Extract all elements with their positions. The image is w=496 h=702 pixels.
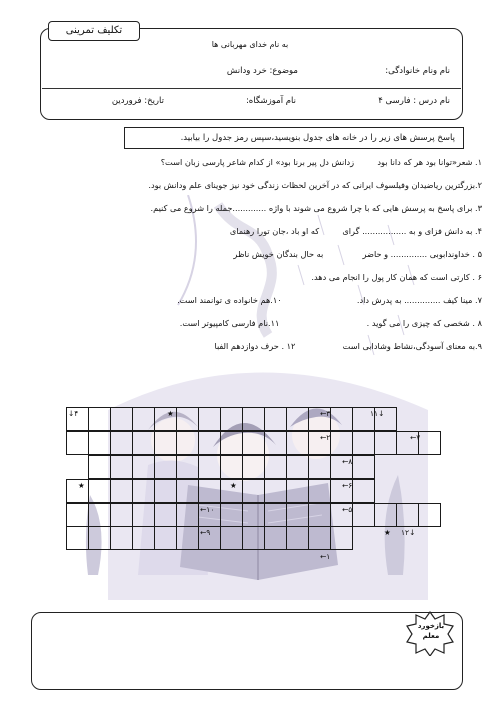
grid-cell[interactable] <box>242 455 265 479</box>
grid-cell[interactable] <box>154 526 177 550</box>
grid-cell[interactable] <box>242 431 265 455</box>
grid-cell[interactable] <box>264 455 287 479</box>
subject-value: فارسی ۴ <box>378 96 411 106</box>
worksheet-badge: تکلیف تمرینی <box>48 21 140 41</box>
name-field[interactable] <box>385 66 450 76</box>
school-label: نام آموزشگاه: <box>245 96 296 106</box>
grid-cell[interactable] <box>374 431 397 455</box>
grid-cell[interactable] <box>220 455 243 479</box>
grid-cell[interactable] <box>176 431 199 455</box>
grid-cell[interactable] <box>308 455 331 479</box>
marker-4-down: ↓۴ <box>68 409 79 418</box>
grid-cell[interactable] <box>286 526 309 550</box>
marker-star: ★ <box>384 528 391 537</box>
grid-cell[interactable] <box>132 479 155 503</box>
name-label: نام ونام خانوادگی: <box>385 66 450 76</box>
grid-cell[interactable] <box>286 431 309 455</box>
subject-label: نام درس : <box>413 96 450 106</box>
grid-cell[interactable] <box>330 526 353 550</box>
grid-cell[interactable] <box>308 479 331 503</box>
grid-cell[interactable] <box>110 431 133 455</box>
instruction-box: پاسخ پرسش های زیر را در خانه های جدول بنویسید،سپس رمز جدول را بیابید. <box>124 127 464 149</box>
school-field[interactable] <box>246 96 296 106</box>
grid-cell[interactable] <box>286 479 309 503</box>
marker-star: ★ <box>78 481 85 490</box>
marker-8-left: ←۸ <box>342 457 353 466</box>
clue-3: ۳. برای پاسخ به پرسش هایی که با چرا شروع می شوند با واژه .............جمله را شروع می کنیم. <box>150 203 482 213</box>
grid-cell[interactable] <box>66 503 89 527</box>
grid-cell[interactable] <box>264 526 287 550</box>
clue-7: ۷. مینا کیف .............. به پدرش داد. ۱۰.هم خانواده ی توانمند است. <box>177 295 482 305</box>
grid-cell[interactable] <box>154 479 177 503</box>
grid-cell[interactable] <box>220 526 243 550</box>
grid-cell[interactable] <box>330 431 353 455</box>
grid-cell[interactable] <box>352 503 375 527</box>
subject-field <box>378 96 450 106</box>
grid-cell[interactable] <box>308 503 331 527</box>
grid-cell[interactable] <box>176 503 199 527</box>
grid-cell[interactable] <box>154 431 177 455</box>
marker-star: ★ <box>167 409 174 418</box>
grid-cell[interactable] <box>418 431 441 455</box>
marker-6-left: ←۶ <box>342 481 353 490</box>
topic-field <box>227 66 298 76</box>
grid-cell[interactable] <box>264 407 287 431</box>
marker-2-left: ←۲ <box>320 433 331 442</box>
grid-cell[interactable] <box>264 503 287 527</box>
grid-cell[interactable] <box>286 455 309 479</box>
marker-3-left: ←۳ <box>320 409 331 418</box>
grid-cell[interactable] <box>66 526 89 550</box>
clue-8: ۸ . شخصی که چیزی را می گوید . ۱۱.نام فارسی کامپیوتر است. <box>179 318 482 328</box>
date-field <box>112 96 164 106</box>
grid-cell[interactable] <box>66 431 89 455</box>
feedback-stamp-label: بازخورد معلم <box>417 622 445 640</box>
grid-cell[interactable] <box>198 455 221 479</box>
grid-cell[interactable] <box>88 503 111 527</box>
grid-cell[interactable] <box>176 407 199 431</box>
grid-cell[interactable] <box>132 526 155 550</box>
grid-cell[interactable] <box>242 503 265 527</box>
date-value: فروردین <box>111 96 142 106</box>
clue-4: ۴. به دانش فزای و به ................. گرای که او باد ،جان تورا رهنمای <box>229 226 482 236</box>
grid-cell[interactable] <box>88 407 111 431</box>
date-label: تاریخ: <box>144 96 164 106</box>
grid-cell[interactable] <box>198 479 221 503</box>
basmala: به نام خدای مهربانی ها <box>211 40 289 49</box>
grid-cell[interactable] <box>132 503 155 527</box>
grid-cell[interactable] <box>110 503 133 527</box>
grid-cell[interactable] <box>220 503 243 527</box>
clue-5: ۵ . خداوندابوبی .............. و حاضر به حال بندگان خویش ناظر <box>233 249 482 259</box>
grid-cell[interactable] <box>352 455 375 479</box>
grid-cell[interactable] <box>198 407 221 431</box>
grid-cell[interactable] <box>396 503 419 527</box>
grid-cell[interactable] <box>176 455 199 479</box>
grid-cell[interactable] <box>220 407 243 431</box>
grid-cell[interactable] <box>110 479 133 503</box>
teacher-feedback-box[interactable] <box>31 612 463 690</box>
header-divider <box>42 88 461 89</box>
grid-cell[interactable] <box>132 455 155 479</box>
grid-cell[interactable] <box>220 431 243 455</box>
topic-label: موضوع: <box>269 66 298 76</box>
clue-6: ۶ . کارتی است که همان کار پول را انجام می دهد. <box>311 272 482 282</box>
grid-cell[interactable] <box>242 407 265 431</box>
grid-cell[interactable] <box>88 431 111 455</box>
grid-cell[interactable] <box>110 526 133 550</box>
grid-cell[interactable] <box>154 503 177 527</box>
clue-2: ۲.بزرگترین ریاضیدان وفیلسوف ایرانی که در آخرین لحظات زندگی خود نیز جوینای علم ودانش بود. <box>148 180 482 190</box>
marker-5-left: ←۵ <box>342 505 353 514</box>
marker-11-down: ۱۱↓ <box>370 409 385 418</box>
clue-1: ۱. شعر«توانا بود هر که دانا بود زدانش دل پیر برنا بود» از کدام شاعر پارسی زبان است؟ <box>160 157 482 167</box>
grid-cell[interactable] <box>242 526 265 550</box>
topic-value: خرد ودانش <box>226 66 267 76</box>
grid-cell[interactable] <box>198 431 221 455</box>
grid-cell[interactable] <box>154 455 177 479</box>
grid-cell[interactable] <box>88 455 111 479</box>
grid-cell[interactable] <box>286 407 309 431</box>
grid-cell[interactable] <box>132 407 155 431</box>
marker-1-left: ←۱ <box>320 552 331 561</box>
marker-9-left: ←۹ <box>200 528 211 537</box>
grid-cell[interactable] <box>418 503 441 527</box>
grid-cell[interactable] <box>264 479 287 503</box>
grid-cell[interactable] <box>110 407 133 431</box>
marker-10-left: ←۱۰ <box>200 505 215 514</box>
grid-cell[interactable] <box>308 526 331 550</box>
clue-9: ۹.به معنای آسودگی،نشاط وشادابی است ۱۲ . حرف دوازدهم الفبا <box>214 341 482 351</box>
grid-cell[interactable] <box>132 431 155 455</box>
grid-cell[interactable] <box>242 479 265 503</box>
marker-12-down: ۱۲↓ <box>401 528 416 537</box>
grid-cell[interactable] <box>352 431 375 455</box>
grid-cell[interactable] <box>264 431 287 455</box>
grid-cell[interactable] <box>352 479 375 503</box>
grid-cell[interactable] <box>176 479 199 503</box>
grid-cell[interactable] <box>176 526 199 550</box>
crossword-grid <box>66 407 432 561</box>
grid-cell[interactable] <box>374 503 397 527</box>
grid-cell[interactable] <box>286 503 309 527</box>
grid-cell[interactable] <box>88 526 111 550</box>
grid-cell[interactable] <box>330 407 353 431</box>
marker-7-left: ←۷ <box>410 433 421 442</box>
grid-cell[interactable] <box>88 479 111 503</box>
grid-cell[interactable] <box>110 455 133 479</box>
marker-star: ★ <box>230 481 237 490</box>
